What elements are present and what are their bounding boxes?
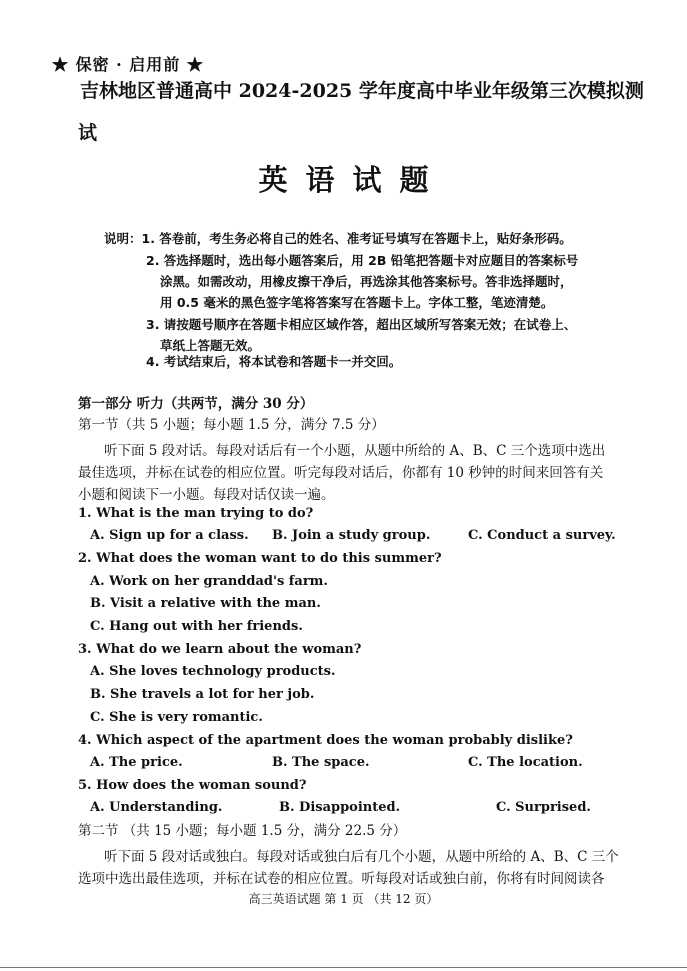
instruction-line-4: 用 0.5 毫米的黑色签字笔将答案写在答题卡上。字体工整，笔迹清楚。 (160, 295, 554, 310)
bottom-divider (0, 967, 687, 968)
option-a: A. Understanding. (90, 800, 223, 815)
option-a: A. Work on her granddad's farm. (90, 574, 328, 589)
section1-intro-line2: 最佳选项，并标在试卷的相应位置。听完每段对话后，你都有 10 秒钟的时间来回答有关 (78, 465, 604, 481)
exam-title-line2: 试 (78, 122, 98, 144)
page-footer: 高三英语试题 第 1 页 （共 12 页） (248, 892, 439, 906)
exam-title-line1: 吉林地区普通高中 2024-2025 学年度高中毕业年级第三次模拟测 (80, 80, 644, 102)
part1-title: 第一部分 听力（共两节，满分 30 分） (78, 396, 314, 412)
instruction-line-6: 草纸上答题无效。 (160, 338, 261, 353)
section1-title: 第一节（共 5 小题；每小题 1.5 分，满分 7.5 分） (78, 417, 385, 433)
section2-title: 第二节 （共 15 小题；每小题 1.5 分，满分 22.5 分） (78, 823, 407, 839)
instruction-line-2: 2. 答选择题时，选出每小题答案后，用 2B 铅笔把答题卡对应题目的答案标号 (146, 253, 579, 268)
section1-intro-line3: 小题和阅读下一小题。每段对话仅读一遍。 (78, 487, 335, 503)
option-c: C. Surprised. (496, 800, 591, 815)
instruction-line-7: 4. 考试结束后，将本试卷和答题卡一并交回。 (146, 354, 402, 369)
question-stem: 2. What does the woman want to do this summer? (78, 551, 442, 566)
instruction-line-1: 说明：1. 答卷前，考生务必将自己的姓名、准考证号填写在答题卡上，贴好条形码。 (104, 231, 572, 246)
question-stem: 5. How does the woman sound? (78, 778, 307, 793)
question-stem: 3. What do we learn about the woman? (78, 642, 362, 657)
question-stem: 4. Which aspect of the apartment does the woman probably dislike? (78, 733, 573, 748)
option-c: C. Hang out with her friends. (90, 619, 303, 634)
subject-title: 英语试题 (258, 163, 447, 197)
option-b: B. The space. (272, 755, 370, 770)
section1-intro-line1: 听下面 5 段对话。每段对话后有一个小题，从题中所给的 A、B、C 三个选项中选出 (104, 443, 606, 459)
option-b: B. Visit a relative with the man. (90, 596, 321, 611)
section2-intro-line2: 选项中选出最佳选项，并标在试卷的相应位置。听每段对话或独白前，你将有时间阅读各 (78, 871, 605, 887)
option-c: C. She is very romantic. (90, 710, 263, 725)
instruction-line-5: 3. 请按题号顺序在答题卡相应区域作答，超出区域所写答案无效；在试卷上、 (146, 317, 577, 332)
instruction-line-3: 涂黑。如需改动，用橡皮擦干净后，再选涂其他答案标号。答非选择题时， (160, 274, 573, 289)
option-c: C. Conduct a survey. (468, 528, 616, 543)
option-b: B. Join a study group. (272, 528, 431, 543)
confidential-mark: ★ 保密 · 启用前 ★ (52, 55, 204, 74)
option-a: A. She loves technology products. (90, 664, 336, 679)
section2-intro-line1: 听下面 5 段对话或独白。每段对话或独白后有几个小题，从题中所给的 A、B、C 三个 (104, 849, 619, 865)
option-b: B. She travels a lot for her job. (90, 687, 315, 702)
option-a: A. Sign up for a class. (90, 528, 249, 543)
option-b: B. Disappointed. (279, 800, 401, 815)
question-stem: 1. What is the man trying to do? (78, 506, 314, 521)
option-c: C. The location. (468, 755, 583, 770)
option-a: A. The price. (90, 755, 183, 770)
